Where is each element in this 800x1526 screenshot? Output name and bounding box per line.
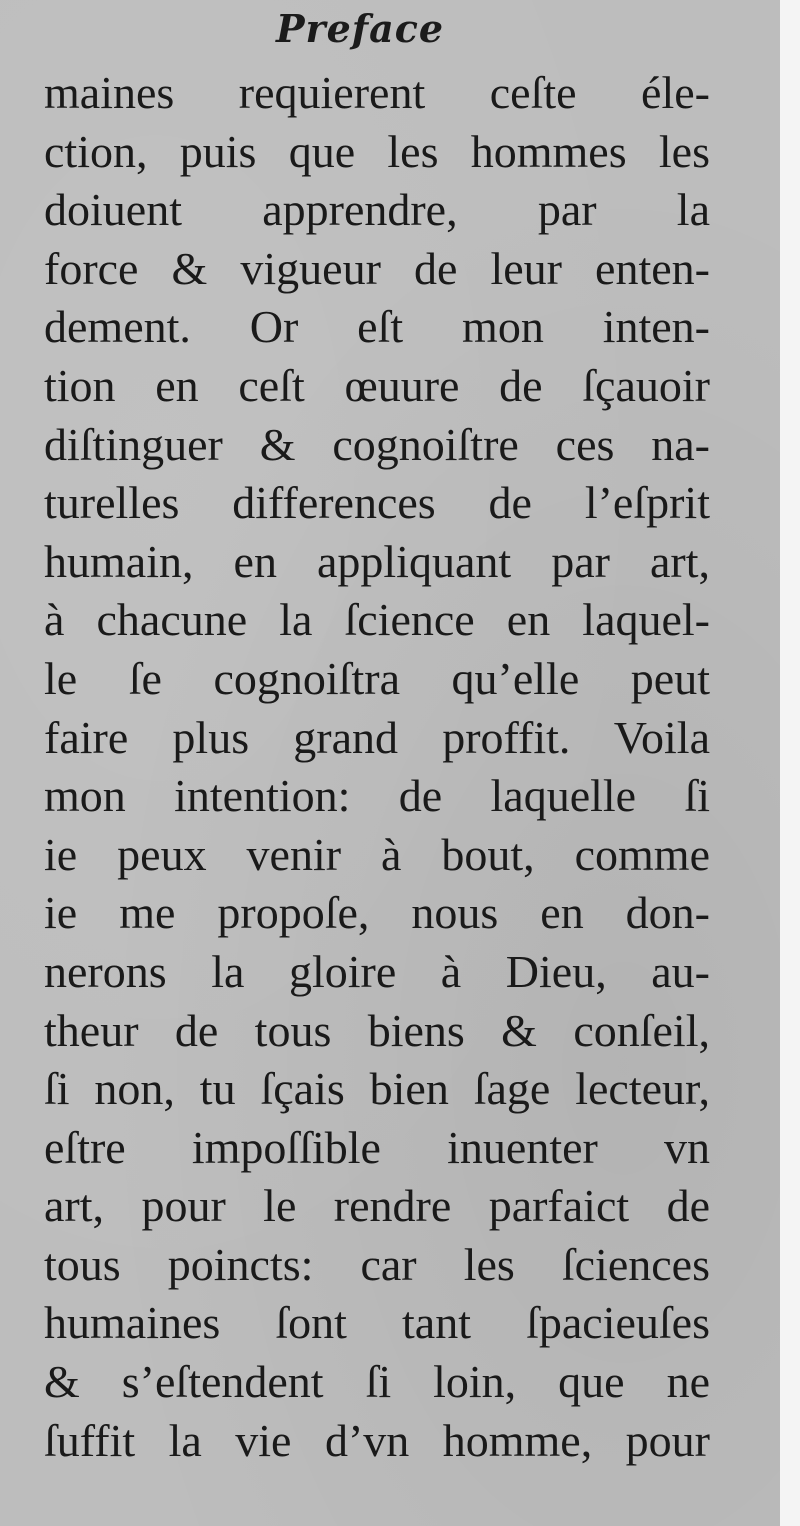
text-line: ſi non, tu ſçais bien ſage lecteur,	[44, 1063, 710, 1115]
text-line: ction, puis que les hommes les	[44, 125, 710, 177]
text-line: faire plus grand proffit. Voila	[44, 711, 710, 763]
text-line: humaines ſont tant ſpacieuſes	[44, 1297, 710, 1349]
text-line: à chacune la ſcience en laquel-	[44, 594, 710, 646]
text-line: le ſe cognoiſtra qu’elle peut	[44, 652, 710, 704]
text-line: dement. Or eſt mon inten-	[44, 301, 710, 353]
running-head: Preface	[275, 6, 445, 51]
text-line: tion en ceſt œuure de ſçauoir	[44, 359, 710, 411]
text-line: diſtinguer & cognoiſtre ces na-	[44, 418, 710, 470]
text-line: ie me propoſe, nous en don-	[44, 887, 710, 939]
text-line: turelles differences de l’eſprit	[44, 477, 710, 529]
text-line: mon intention: de laquelle ſi	[44, 770, 710, 822]
text-line: & s’eſtendent ſi loin, que ne	[44, 1356, 710, 1408]
body-text	[44, 64, 710, 1470]
text-line: maines requierent ceſte éle-	[44, 67, 710, 118]
text-line: art, pour le rendre parfaict de	[44, 1180, 710, 1232]
text-line: doiuent apprendre, par la	[44, 184, 710, 236]
text-line: ſuffit la vie d’vn homme, pour	[44, 1414, 710, 1466]
scan-margin	[780, 0, 800, 1526]
text-line: humain, en appliquant par art,	[44, 535, 710, 587]
text-line: theur de tous biens & conſeil,	[44, 1004, 710, 1056]
text-line: nerons la gloire à Dieu, au-	[44, 945, 710, 997]
text-line: force & vigueur de leur enten-	[44, 242, 710, 294]
text-line: eſtre impoſſible inuenter vn	[44, 1121, 710, 1173]
text-line: ie peux venir à bout, comme	[44, 828, 710, 880]
text-line: tous poincts: car les ſciences	[44, 1238, 710, 1290]
